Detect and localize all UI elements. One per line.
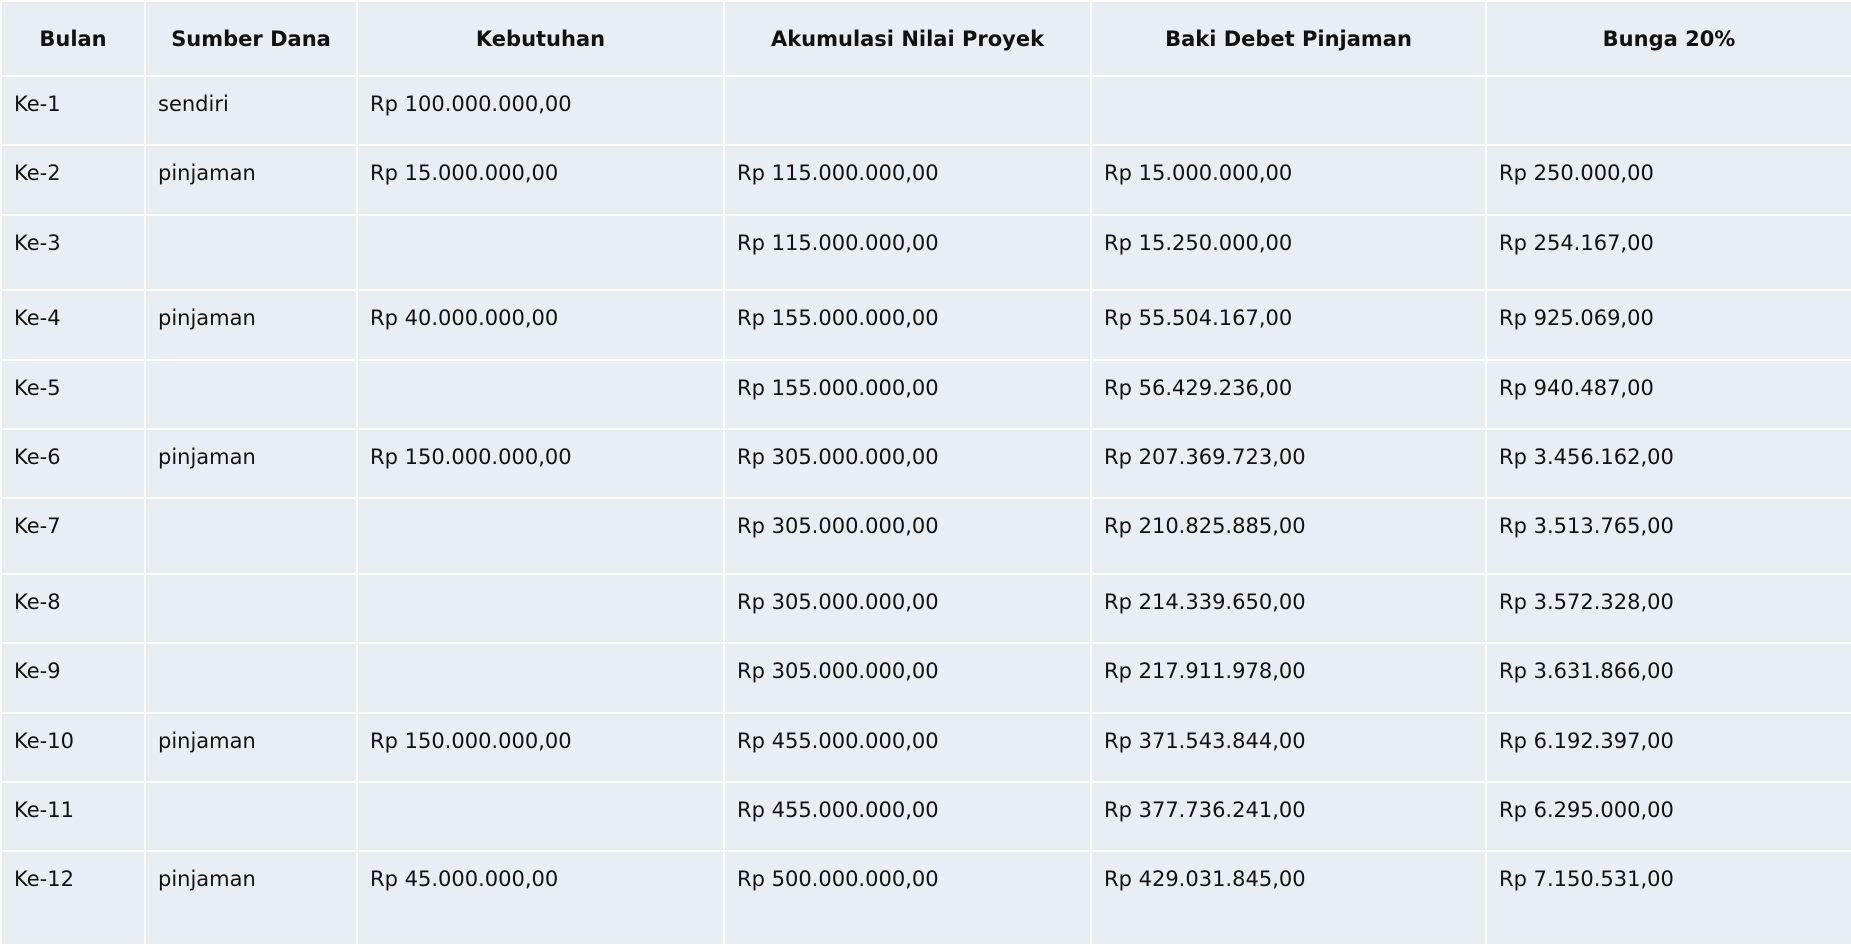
cell-bunga: Rp 940.487,00 — [1486, 360, 1851, 429]
header-bunga: Bunga 20% — [1486, 1, 1851, 76]
cell-akumulasi — [724, 76, 1091, 145]
cell-baki-debet: Rp 371.543.844,00 — [1091, 713, 1486, 782]
header-bulan: Bulan — [1, 1, 145, 76]
cell-baki-debet: Rp 15.000.000,00 — [1091, 145, 1486, 214]
table-row — [1, 215, 1851, 291]
cell-sumber-dana: sendiri — [145, 76, 357, 145]
cell-bunga: Rp 3.456.162,00 — [1486, 429, 1851, 498]
table-row — [1, 290, 1851, 359]
header-sumber-dana: Sumber Dana — [145, 1, 357, 76]
cell-akumulasi: Rp 455.000.000,00 — [724, 782, 1091, 851]
cell-baki-debet: Rp 56.429.236,00 — [1091, 360, 1486, 429]
table-row — [1, 713, 1851, 782]
cell-kebutuhan: Rp 150.000.000,00 — [357, 429, 724, 498]
cell-sumber-dana — [145, 782, 357, 851]
cell-kebutuhan: Rp 45.000.000,00 — [357, 851, 724, 945]
cell-kebutuhan: Rp 150.000.000,00 — [357, 713, 724, 782]
cell-kebutuhan — [357, 782, 724, 851]
cell-baki-debet: Rp 55.504.167,00 — [1091, 290, 1486, 359]
cell-baki-debet: Rp 214.339.650,00 — [1091, 574, 1486, 643]
cell-akumulasi: Rp 155.000.000,00 — [724, 360, 1091, 429]
cell-baki-debet: Rp 15.250.000,00 — [1091, 215, 1486, 291]
cell-baki-debet: Rp 210.825.885,00 — [1091, 498, 1486, 574]
header-row — [1, 1, 1851, 76]
cell-kebutuhan: Rp 15.000.000,00 — [357, 145, 724, 214]
cell-sumber-dana — [145, 498, 357, 574]
cell-bulan: Ke-3 — [1, 215, 145, 291]
cell-bulan: Ke-4 — [1, 290, 145, 359]
cell-bunga: Rp 3.631.866,00 — [1486, 643, 1851, 712]
cell-akumulasi: Rp 305.000.000,00 — [724, 643, 1091, 712]
cell-sumber-dana: pinjaman — [145, 851, 357, 945]
table-row — [1, 498, 1851, 574]
cell-sumber-dana: pinjaman — [145, 429, 357, 498]
cell-bunga: Rp 3.513.765,00 — [1486, 498, 1851, 574]
cell-akumulasi: Rp 305.000.000,00 — [724, 574, 1091, 643]
cell-bunga: Rp 7.150.531,00 — [1486, 851, 1851, 945]
table-row — [1, 782, 1851, 851]
cell-kebutuhan — [357, 643, 724, 712]
cell-bulan: Ke-5 — [1, 360, 145, 429]
cell-kebutuhan: Rp 100.000.000,00 — [357, 76, 724, 145]
cell-bulan: Ke-7 — [1, 498, 145, 574]
cell-kebutuhan: Rp 40.000.000,00 — [357, 290, 724, 359]
cell-bunga — [1486, 76, 1851, 145]
cell-akumulasi: Rp 455.000.000,00 — [724, 713, 1091, 782]
header-baki-debet-pinjaman: Baki Debet Pinjaman — [1091, 1, 1486, 76]
cell-baki-debet — [1091, 76, 1486, 145]
cell-sumber-dana — [145, 215, 357, 291]
cell-sumber-dana — [145, 360, 357, 429]
table-row — [1, 76, 1851, 145]
cell-bunga: Rp 250.000,00 — [1486, 145, 1851, 214]
cell-baki-debet: Rp 207.369.723,00 — [1091, 429, 1486, 498]
cell-sumber-dana — [145, 574, 357, 643]
cell-bulan: Ke-1 — [1, 76, 145, 145]
cell-akumulasi: Rp 305.000.000,00 — [724, 429, 1091, 498]
cell-bulan: Ke-9 — [1, 643, 145, 712]
cell-akumulasi: Rp 115.000.000,00 — [724, 145, 1091, 214]
cell-akumulasi: Rp 155.000.000,00 — [724, 290, 1091, 359]
table-row — [1, 851, 1851, 945]
cell-baki-debet: Rp 429.031.845,00 — [1091, 851, 1486, 945]
table-row — [1, 643, 1851, 712]
table-body — [1, 76, 1851, 945]
cell-sumber-dana: pinjaman — [145, 290, 357, 359]
cell-kebutuhan — [357, 574, 724, 643]
cell-sumber-dana: pinjaman — [145, 713, 357, 782]
cell-sumber-dana — [145, 643, 357, 712]
cell-bulan: Ke-6 — [1, 429, 145, 498]
cell-bulan: Ke-8 — [1, 574, 145, 643]
cell-kebutuhan — [357, 498, 724, 574]
cell-akumulasi: Rp 115.000.000,00 — [724, 215, 1091, 291]
table-row — [1, 574, 1851, 643]
table-header — [1, 1, 1851, 76]
cell-bunga: Rp 3.572.328,00 — [1486, 574, 1851, 643]
cell-bunga: Rp 6.192.397,00 — [1486, 713, 1851, 782]
table-row — [1, 360, 1851, 429]
cell-baki-debet: Rp 377.736.241,00 — [1091, 782, 1486, 851]
cell-sumber-dana: pinjaman — [145, 145, 357, 214]
cell-bulan: Ke-10 — [1, 713, 145, 782]
cell-bunga: Rp 6.295.000,00 — [1486, 782, 1851, 851]
cell-kebutuhan — [357, 215, 724, 291]
cell-bulan: Ke-2 — [1, 145, 145, 214]
cell-bulan: Ke-12 — [1, 851, 145, 945]
cell-akumulasi: Rp 305.000.000,00 — [724, 498, 1091, 574]
header-akumulasi-nilai-proyek: Akumulasi Nilai Proyek — [724, 1, 1091, 76]
cell-bunga: Rp 925.069,00 — [1486, 290, 1851, 359]
cell-akumulasi: Rp 500.000.000,00 — [724, 851, 1091, 945]
cell-baki-debet: Rp 217.911.978,00 — [1091, 643, 1486, 712]
cell-kebutuhan — [357, 360, 724, 429]
header-kebutuhan: Kebutuhan — [357, 1, 724, 76]
table-row — [1, 145, 1851, 214]
cell-bulan: Ke-11 — [1, 782, 145, 851]
cell-bunga: Rp 254.167,00 — [1486, 215, 1851, 291]
table-row — [1, 429, 1851, 498]
